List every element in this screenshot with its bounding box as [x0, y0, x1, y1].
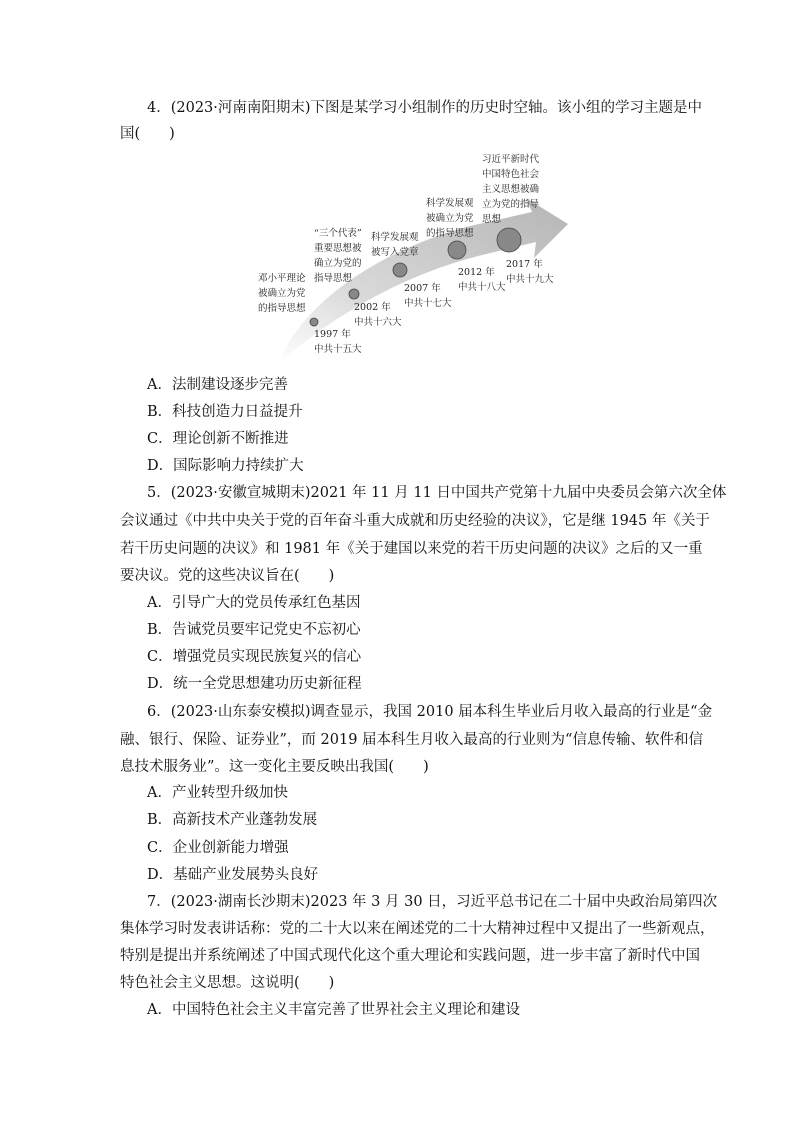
q5-stem-line2: 会议通过《中共中央关于党的百年奋斗重大成就和历史经验的决议》，它是继 1945 年《关于: [120, 513, 710, 529]
q4-option-d: D．国际影响力持续扩大: [147, 458, 304, 474]
node-2012-year: 2012 年: [458, 267, 495, 278]
q6-option-b: B．高新技术产业蓬勃发展: [147, 812, 318, 828]
node-2007-congress: 中共十七大: [404, 298, 452, 309]
q5-stem-line3: 若干历史问题的决议》和 1981 年《关于建国以来党的若干历史问题的决议》之后的又一重: [120, 541, 703, 557]
node-2017-label-5: 思想: [482, 214, 502, 225]
timeline-node-2017: [497, 228, 521, 252]
history-timeline-figure: [250, 148, 570, 368]
q7-option-a: A．中国特色社会主义丰富完善了世界社会主义理论和建设: [147, 1002, 520, 1018]
q5-option-a: A．引导广大的党员传承红色基因: [147, 595, 361, 611]
node-1997-label-3: 的指导思想: [258, 303, 306, 314]
q4-option-c: C．理论创新不断推进: [147, 431, 289, 447]
node-2002-congress: 中共十六大: [354, 317, 402, 328]
q7-stem-line2: 集体学习时发表讲话称：党的二十大以来在阐述党的二十大精神过程中又提出了一些新观点，: [120, 921, 715, 937]
node-1997-congress: 中共十五大: [314, 344, 362, 355]
q6-option-a: A．产业转型升级加快: [147, 785, 288, 801]
timeline-node-1997: [310, 318, 318, 326]
node-2012-label-3: 的指导思想: [426, 228, 474, 239]
q4-option-a: A．法制建设逐步完善: [147, 377, 288, 393]
node-2002-label-2: 重要思想被: [314, 243, 362, 254]
q4-stem-line1: 4．(2023·河南南阳期末)下图是某学习小组制作的历史时空轴。该小组的学习主题是中: [147, 100, 703, 116]
node-2002-label-1: “三个代表”: [314, 228, 362, 239]
q7-stem-line3: 特别是提出并系统阐述了中国式现代化这个重大理论和实践问题，进一步丰富了新时代中国: [120, 948, 700, 964]
node-2017-label-1: 习近平新时代: [482, 154, 540, 165]
timeline-node-2007: [393, 263, 407, 277]
q6-stem-line2: 融、银行、保险、证券业”，而 2019 届本科生月收入最高的行业则为“信息传输、软件和信: [120, 732, 703, 748]
node-2012-label-1: 科学发展观: [426, 198, 474, 209]
node-2017-label-3: 主义思想被确: [482, 184, 540, 195]
node-1997-year: 1997 年: [314, 329, 351, 340]
node-2017-congress: 中共十九大: [506, 274, 554, 285]
node-2017-label-2: 中国特色社会: [482, 169, 540, 180]
q6-option-d: D．基础产业发展势头良好: [147, 867, 319, 883]
q5-option-b: B．告诫党员要牢记党史不忘初心: [147, 622, 361, 638]
node-1997-label-2: 被确立为党: [258, 288, 306, 299]
q6-stem-line3: 息技术服务业”。这一变化主要反映出我国( ): [120, 759, 429, 775]
q5-stem-line4: 要决议。党的这些决议旨在( ): [120, 568, 335, 584]
q7-stem-line1: 7．(2023·湖南长沙期末)2023 年 3 月 30 日，习近平总书记在二十届中央政治局第四次: [147, 894, 718, 910]
q7-stem-line4: 特色社会主义思想。这说明( ): [120, 975, 335, 991]
node-2012-congress: 中共十八大: [458, 282, 506, 293]
q4-option-b: B．科技创造力日益提升: [147, 404, 303, 420]
node-2002-year: 2002 年: [354, 302, 391, 313]
timeline-node-2012: [448, 241, 466, 259]
timeline-node-2002: [349, 289, 359, 299]
q6-stem-line1: 6．(2023·山东泰安模拟)调查显示，我国 2010 届本科生毕业后月收入最高的行业是“金: [147, 704, 713, 720]
node-2017-year: 2017 年: [506, 259, 543, 270]
node-2002-label-4: 指导思想: [314, 273, 353, 284]
q4-stem-line2: 国( ): [120, 126, 175, 142]
node-2007-label-1: 科学发展观: [371, 232, 419, 243]
node-2007-label-2: 被写入党章: [371, 247, 419, 258]
q5-option-d: D．统一全党思想建功历史新征程: [147, 676, 362, 692]
node-2017-label-4: 立为党的指导: [482, 199, 540, 210]
node-2002-label-3: 确立为党的: [314, 258, 362, 269]
node-2012-label-2: 被确立为党: [426, 213, 474, 224]
q5-option-c: C．增强党员实现民族复兴的信心: [147, 649, 362, 665]
node-2007-year: 2007 年: [404, 283, 441, 294]
q5-stem-line1: 5．(2023·安徽宣城期末)2021 年 11 月 11 日中国共产党第十九届中央委员会第六次全体: [147, 485, 727, 501]
node-1997-label-1: 邓小平理论: [258, 273, 306, 284]
q6-option-c: C．企业创新能力增强: [147, 840, 289, 856]
